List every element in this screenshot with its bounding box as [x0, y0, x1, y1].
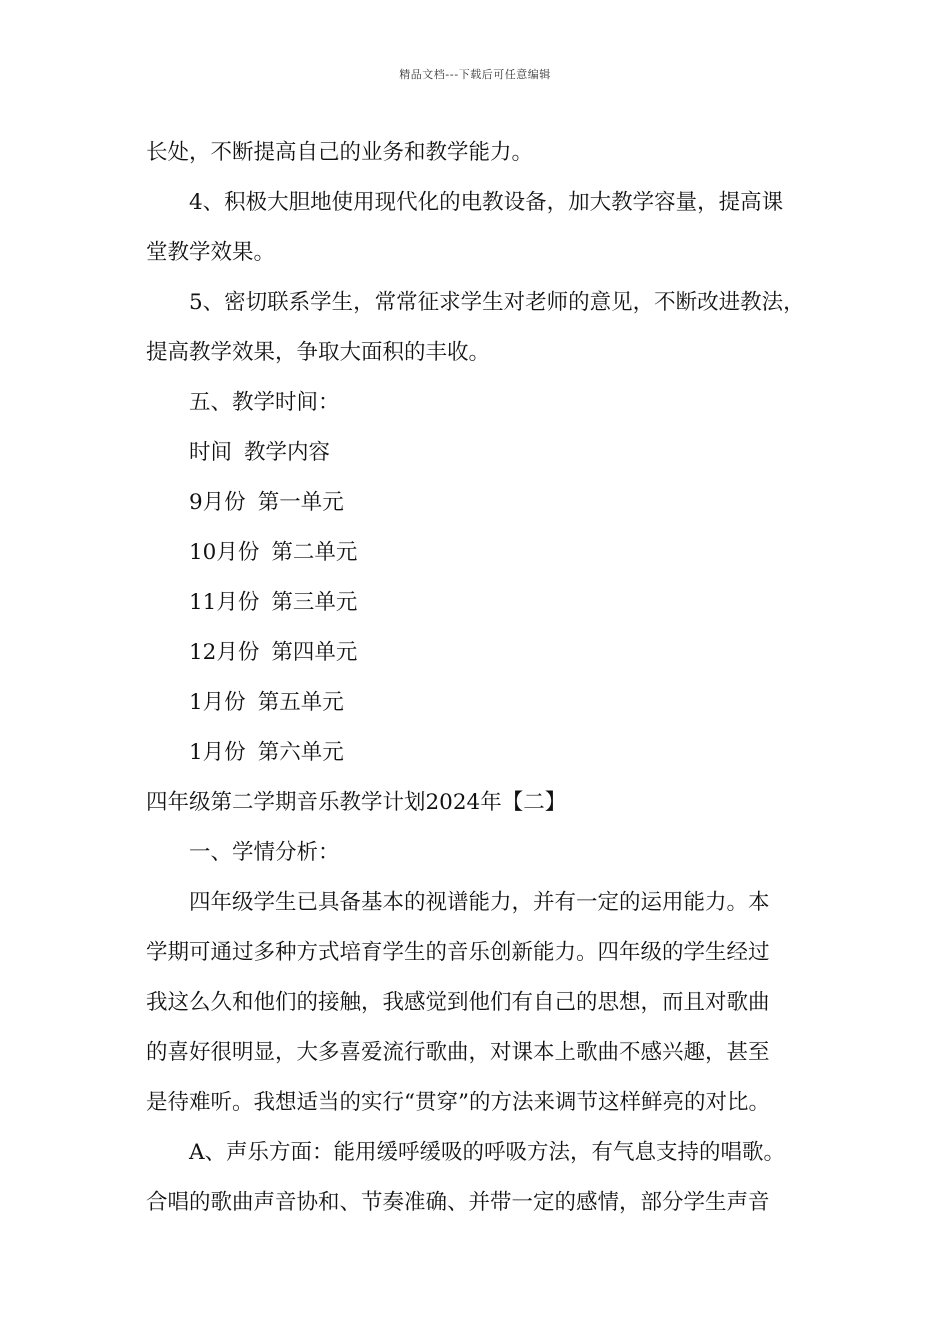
- schedule-unit: 第一单元: [257, 490, 344, 515]
- schedule-unit: 第三单元: [271, 590, 358, 615]
- paragraph-line: 是待难听。我想适当的实行“贯穿”的方法来调节这样鲜亮的对比。: [146, 1090, 770, 1115]
- schedule-unit: 第二单元: [271, 540, 358, 565]
- schedule-month: 12月份: [189, 640, 260, 665]
- schedule-header-content: 教学内容: [244, 440, 331, 465]
- schedule-month: 11月份: [189, 590, 260, 615]
- paragraph-line: 的喜好很明显，大多喜爱流行歌曲，对课本上歌曲不感兴趣，甚至: [146, 1040, 770, 1065]
- document-body: [146, 128, 826, 1228]
- paragraph-line: 4、积极大胆地使用现代化的电教设备，加大教学容量，提高课: [189, 190, 784, 215]
- schedule-row: [146, 678, 826, 728]
- schedule-month: 1月份: [189, 690, 246, 715]
- paragraph-line: 合唱的歌曲声音协和、节奏准确、并带一定的感情，部分学生声音: [146, 1190, 770, 1215]
- page-header: 精品文档---下载后可任意编辑: [399, 68, 551, 81]
- schedule-row: [146, 728, 826, 778]
- section-heading: 五、教学时间：: [189, 390, 340, 415]
- section-heading: 一、学情分析：: [189, 840, 340, 865]
- schedule-unit: 第六单元: [257, 740, 344, 765]
- paragraph-line: A、声乐方面：能用缓呼缓吸的呼吸方法，有气息支持的唱歌。: [189, 1140, 786, 1165]
- section-title: 四年级第二学期音乐教学计划2024年【二】: [146, 790, 567, 815]
- schedule-row: [146, 628, 826, 678]
- paragraph-line: 四年级学生已具备基本的视谱能力，并有一定的运用能力。本: [189, 890, 770, 915]
- paragraph-line: 学期可通过多种方式培育学生的音乐创新能力。四年级的学生经过: [146, 940, 770, 965]
- paragraph-line: 堂教学效果。: [146, 240, 276, 265]
- schedule-row: [146, 478, 826, 528]
- schedule-row: [146, 528, 826, 578]
- schedule-month: 1月份: [189, 740, 246, 765]
- paragraph-line: 我这么久和他们的接触，我感觉到他们有自己的思想，而且对歌曲: [146, 990, 770, 1015]
- schedule-row: [146, 578, 826, 628]
- schedule-unit: 第五单元: [257, 690, 344, 715]
- schedule-month: 10月份: [189, 540, 260, 565]
- schedule-unit: 第四单元: [271, 640, 358, 665]
- paragraph-line: 5、密切联系学生，常常征求学生对老师的意见，不断改进教法，: [189, 290, 805, 315]
- schedule-month: 9月份: [189, 490, 246, 515]
- paragraph-line: 长处，不断提高自己的业务和教学能力。: [146, 140, 534, 165]
- schedule-header-time: 时间: [189, 440, 233, 465]
- schedule-header: [146, 428, 826, 478]
- paragraph-line: 提高教学效果，争取大面积的丰收。: [146, 340, 491, 365]
